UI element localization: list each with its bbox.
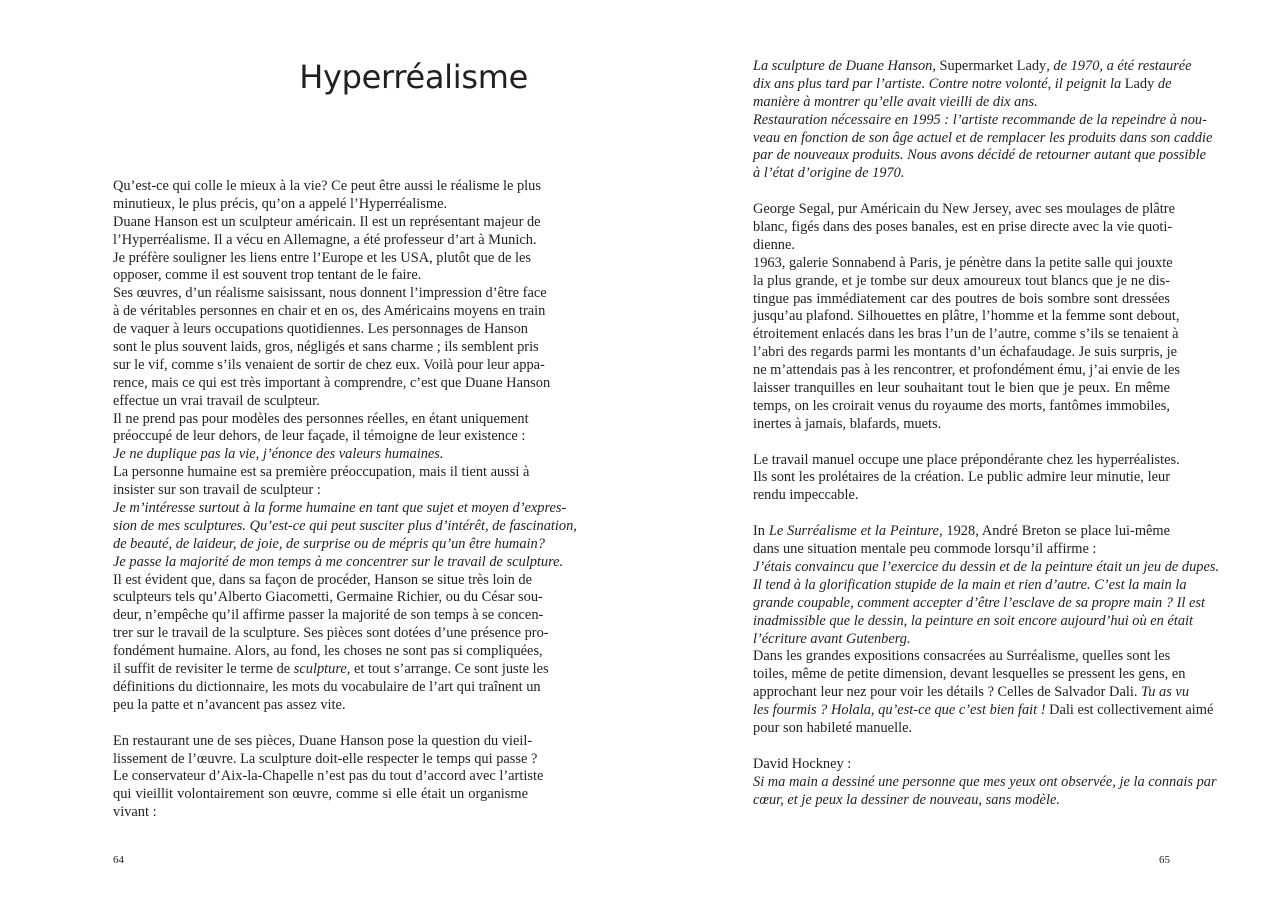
roman-text: Lady <box>1124 75 1155 92</box>
text-line: George Segal, pur Américain du New Jersey, avec ses moulages de plâtre <box>753 201 1175 218</box>
text-line: Qu’est-ce qui colle le mieux à la vie? Ce peut être aussi le réalisme le plus <box>113 178 541 194</box>
text-line: temps, on les croirait venus du royaume des morts, fantômes immobiles, <box>753 397 1170 414</box>
text-line: sur le vif, comme s’ils venaient de sortir de chez eux. Voilà pour leur appa- <box>113 356 545 373</box>
text-line: Ils sont les prolétaires de la création. Le public admire leur minutie, leur <box>753 469 1170 486</box>
paragraph <box>113 285 551 410</box>
text-line: par de nouveaux produits. Nous avons décidé de retourner autant que possible <box>753 147 1206 164</box>
text-line: Il tend à la glorification stupide de la main et rien d’autre. C’est la main la <box>753 576 1187 593</box>
text-line: l’Hyperréalisme. Il a vécu en Allemagne, a été professeur d’art à Munich. <box>113 231 537 248</box>
roman-text: Dali est collectivement aimé <box>1049 702 1214 719</box>
paragraph <box>113 768 544 822</box>
italic-text: Tu as vu <box>1141 684 1190 701</box>
text-line: effectue un vrai travail de sculpteur. <box>113 392 320 409</box>
text-line: de vaquer à leurs occupations quotidiennes. Les personnages de Hanson <box>113 321 528 338</box>
text-line: Je préfère souligner les liens entre l’Europe et les USA, plutôt que de les <box>113 249 532 266</box>
text-line <box>753 76 1170 94</box>
italic-text: manière à montrer qu’elle avait vieilli de dix ans. <box>753 93 1038 110</box>
text-line <box>753 702 1214 720</box>
text-line: toiles, même de petite dimension, devant lesquelles se pressent les gens, en <box>753 666 1186 683</box>
text-section <box>753 451 1180 506</box>
text-line: grande coupable, comment accepter d’être l’esclave de sa propre main ? Il est <box>753 594 1205 611</box>
roman-text: et tout s’arrange. Ce sont juste les <box>350 661 549 678</box>
text-line: Dans les grandes expositions consacrées au Surréalisme, quelles sont les <box>753 648 1171 665</box>
text-line: rendu impeccable. <box>753 487 859 504</box>
right-body-text <box>753 58 1220 827</box>
text-line: rence, mais ce qui est très important à comprendre, c’est que Duane Hanson <box>113 374 551 391</box>
text-line: Le travail manuel occupe une place prépondérante chez les hyperréalistes. <box>753 451 1180 468</box>
italic-text: La sculpture de Duane Hanson, <box>753 58 940 74</box>
text-line <box>113 661 549 679</box>
quote-paragraph <box>113 446 528 464</box>
right-page <box>641 0 1282 904</box>
text-section <box>753 523 1220 738</box>
text-line: laisser tranquilles en leur souhaitant tout le bien que je peux. En même <box>753 380 1170 397</box>
roman-text: , 1928, André Breton se place lui-même <box>938 523 1171 540</box>
text-line <box>753 523 1170 541</box>
text-line: lissement de l’œuvre. La sculpture doit-elle respecter le temps qui passe ? <box>113 750 538 767</box>
italic-text: dix ans plus tard par l’artiste. Contre notre volonté, il peignit la <box>753 75 1125 92</box>
text-line: Le conservateur d’Aix-la-Chapelle n’est pas du tout d’accord avec l’artiste <box>113 768 544 785</box>
text-line: préoccupé de leur dehors, de leur façade, il témoigne de leur existence : <box>113 428 526 445</box>
chapter-title: Hyperréalisme <box>299 58 528 96</box>
text-line: inadmissible que le dessin, la peinture en soit encore aujourd’hui où en était <box>753 612 1194 629</box>
text-line: l’écriture avant Gutenberg. <box>753 630 911 647</box>
quote-paragraph <box>113 500 577 572</box>
paragraph <box>113 213 541 286</box>
text-section <box>113 732 544 822</box>
text-line: la plus grande, et je tombe sur deux amoureux tout blancs que je ne dis- <box>753 272 1170 289</box>
text-line: définitions du dictionnaire, les mots du vocabulaire de l’art qui traînent un <box>113 678 541 695</box>
paragraph <box>753 648 1214 737</box>
text-line: jusqu’au plafond. Silhouettes en plâtre, l’homme et la femme sont debout, <box>753 308 1180 325</box>
text-line: à de véritables personnes en chair et en os, des Américains moyens en train <box>113 303 546 320</box>
roman-text: In <box>753 523 769 540</box>
quote-paragraph <box>753 558 1220 648</box>
text-line: Duane Hanson est un sculpteur américain. Il est un représentant majeur de <box>113 213 541 230</box>
text-line: opposer, comme il est souvent trop tentant de le faire. <box>113 267 422 284</box>
text-line: peu la patte et n’avancent pas assez vite. <box>113 696 346 713</box>
text-section <box>753 58 1213 183</box>
text-line: à l’état d’origine de 1970. <box>753 165 905 182</box>
text-line: Si ma main a dessiné une personne que mes yeux ont observée, je la connais par <box>753 773 1217 790</box>
text-line: La personne humaine est sa première préoccupation, mais il tient aussi à <box>113 464 530 481</box>
page-number-left: 64 <box>113 854 124 866</box>
text-line: ne m’attendais pas à les rencontrer, et profondément ému, j’ai envie de les <box>753 362 1180 379</box>
paragraph <box>113 571 549 715</box>
text-line: fondément humaine. Alors, au fond, les choses ne sont pas si compliquées, <box>113 643 543 660</box>
text-line: vivant : <box>113 804 157 821</box>
text-line: 1963, galerie Sonnabend à Paris, je pénètre dans la petite salle qui jouxte <box>753 254 1173 271</box>
text-line: sont le plus souvent laids, gros, négligés et sans charme ; ils semblent pris <box>113 339 539 356</box>
text-line: J’étais convaincu que l’exercice du dessin et de la peinture était un jeu de dupes. <box>753 558 1220 575</box>
text-line: Je passe la majorité de mon temps à me concentrer sur le travail de sculpture. <box>113 553 564 570</box>
roman-text: approchant leur nez pour voir les détails ? Celles de Salvador Dali. <box>753 684 1142 701</box>
text-line: l’abri des regards parmi les montants d’un échafaudage. Je suis surpris, je <box>753 344 1177 361</box>
text-line: cœur, et je peux la dessiner de nouveau, sans modèle. <box>753 791 1060 808</box>
text-line: tingue pas immédiatement car des poutres de bois sombre sont dressées <box>753 290 1170 307</box>
text-line: Restauration nécessaire en 1995 : l’artiste recommande de la repeindre à nou- <box>753 111 1207 128</box>
text-line: sion de mes sculptures. Qu’est-ce qui peut susciter plus d’intérêt, de fascination, <box>113 517 577 534</box>
text-line: En restaurant une de ses pièces, Duane Hanson pose la question du vieil- <box>113 732 533 749</box>
paragraph <box>113 178 541 214</box>
text-line: pour son habileté manuelle. <box>753 719 913 736</box>
italic-text: sculpture, <box>293 661 351 678</box>
paragraph <box>113 411 528 447</box>
text-line: deur, n’empêche qu’il affirme passer la majorité de son temps à se concen- <box>113 607 544 624</box>
text-line: trer sur le travail de la sculpture. Ses pièces sont dotées d’une présence pro- <box>113 625 549 642</box>
italic-text: , de 1970, a été restaurée <box>1046 58 1192 74</box>
paragraph <box>753 756 1170 774</box>
paragraph <box>753 58 1192 112</box>
text-line: Je m’intéresse surtout à la forme humaine en tant que sujet et moyen d’expres- <box>113 500 567 517</box>
paragraph <box>753 201 1175 255</box>
italic-text: Le Surréalisme et la Peinture <box>768 523 939 540</box>
paragraph <box>753 451 1180 506</box>
roman-text: Supermarket Lady <box>939 58 1047 74</box>
text-line: Il est évident que, dans sa façon de procéder, Hanson se situe très loin de <box>113 571 533 588</box>
italic-text: de <box>1154 75 1172 92</box>
text-line: qui vieillit volontairement son œuvre, comme si elle était un organisme <box>113 786 528 803</box>
text-line: veau en fonction de son âge actuel et de remplacer les produits dans son caddie <box>753 129 1213 146</box>
text-line: Il ne prend pas pour modèles des personnes réelles, en étant uniquement <box>113 410 529 427</box>
quote-paragraph <box>753 773 1217 810</box>
quote-paragraph <box>753 111 1213 184</box>
text-line: sculpteurs tels qu’Alberto Giacometti, Germaine Richier, ou du César sou- <box>113 589 543 606</box>
text-line: dienne. <box>753 236 795 253</box>
text-line: Ses œuvres, d’un réalisme saisissant, nous donnent l’impression d’être face <box>113 285 547 302</box>
text-line: Je ne duplique pas la vie, j’énonce des valeurs humaines. <box>113 446 444 463</box>
text-line <box>753 58 1192 76</box>
paragraph <box>113 464 528 500</box>
text-section <box>753 201 1180 434</box>
text-line: inertes à jamais, blafards, muets. <box>753 415 942 432</box>
text-section <box>113 178 577 715</box>
text-line <box>753 94 1170 112</box>
roman-text: il suffit de revisiter le terme de <box>113 661 294 678</box>
text-line: étroitement enlacés dans les bras l’un de l’autre, comme s’ils se tenaient à <box>753 326 1179 343</box>
paragraph <box>753 523 1170 559</box>
text-line: de beauté, de laideur, de joie, de surprise ou de mépris qu’un être humain? <box>113 535 545 552</box>
text-section <box>753 755 1217 810</box>
paragraph <box>753 254 1180 434</box>
text-line: David Hockney : <box>753 755 852 772</box>
text-line: blanc, figés dans des poses banales, est en prise directe avec la vie quoti- <box>753 219 1173 236</box>
italic-text: les fourmis ? Holala, qu’est-ce que c’est bien fait ! <box>753 702 1050 719</box>
page-number-right: 65 <box>1159 854 1170 866</box>
text-line: insister sur son travail de sculpteur : <box>113 482 321 499</box>
text-line <box>753 684 1190 702</box>
left-body-text <box>113 178 577 840</box>
text-line: minutieux, le plus précis, qu’on a appelé l’Hyperréalisme. <box>113 195 448 212</box>
paragraph <box>113 732 538 769</box>
text-line: dans une situation mentale peu commode lorsqu’il affirme : <box>753 541 1097 558</box>
